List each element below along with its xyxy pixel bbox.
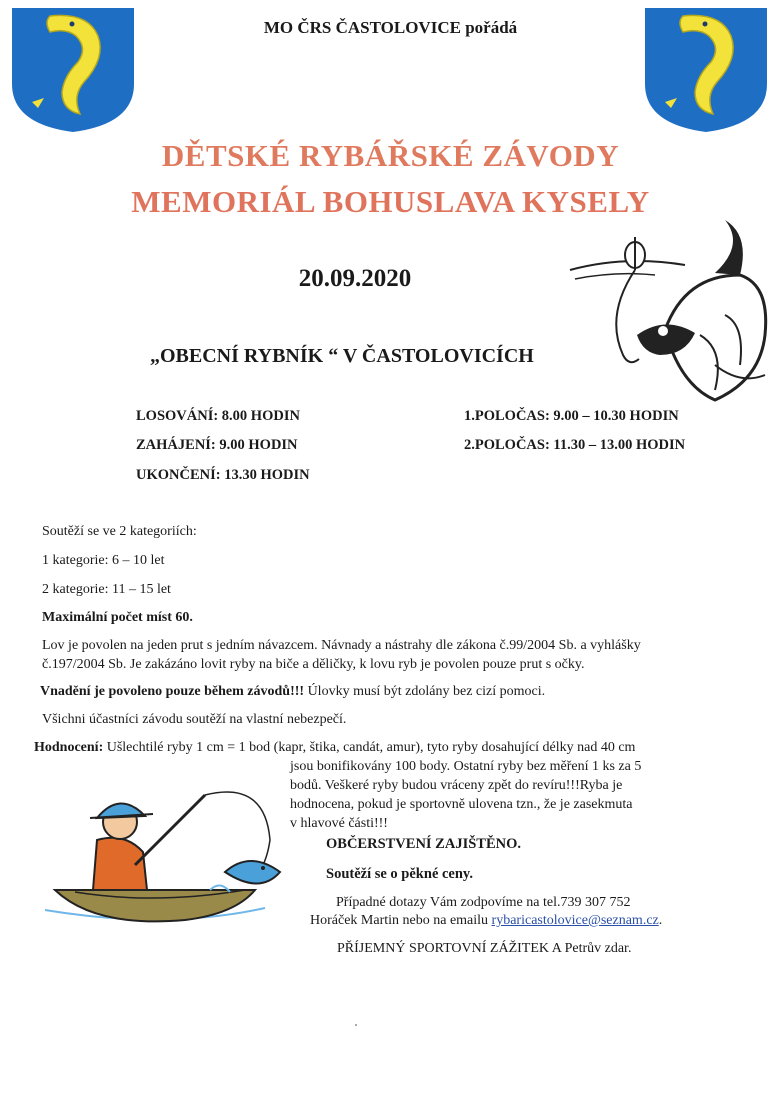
schedule-start: ZAHÁJENÍ: 9.00 HODIN xyxy=(136,437,298,453)
bait-rule-rest: Úlovky musí být zdolány bez cizí pomoci. xyxy=(304,684,546,699)
risk-note: Všichni účastníci závodu soutěží na vlastní nebezpečí. xyxy=(42,712,347,727)
event-title: DĚTSKÉ RYBÁŘSKÉ ZÁVODY xyxy=(161,138,620,173)
contact-line-1: Případné dotazy Vám zodpovíme na tel.739 307 752 xyxy=(336,895,631,910)
scoring-label: Hodnocení: xyxy=(34,740,104,755)
scoring-line-4: hodnocena, pokud je sportovně ulovena tzn., že je zasekmuta xyxy=(290,797,633,812)
jumping-fish-illustration xyxy=(565,215,775,405)
scoring-continuation xyxy=(290,757,710,833)
scoring-line-3: bodů. Veškeré ryby budou vráceny zpět do revíru!!!Ryba je xyxy=(290,778,623,793)
category-2: 2 kategorie: 11 – 15 let xyxy=(42,582,171,597)
categories-intro: Soutěží se ve 2 kategoriích: xyxy=(42,524,197,539)
scoring-line-1 xyxy=(34,738,754,758)
contact-line-2 xyxy=(310,913,662,929)
boy-fishing-illustration xyxy=(35,780,295,930)
bait-rule xyxy=(40,682,730,702)
rules-line-2: č.197/2004 Sb. Je zakázáno lovit ryby na biče a děličky, k lovu ryb je povolen pouze prut s očky. xyxy=(42,657,585,672)
scoring-line-5: v hlavové části!!! xyxy=(290,816,388,831)
max-places: Maximální počet míst 60. xyxy=(42,610,193,625)
category-1: 1 kategorie: 6 – 10 let xyxy=(42,553,165,568)
prizes-note: Soutěží se o pěkné ceny. xyxy=(326,866,474,882)
event-subtitle: MEMORIÁL BOHUSLAVA KYSELY xyxy=(131,184,650,219)
rules-line-1: Lov je povolen na jeden prut s jedním návazcem. Návnady a nástrahy dle zákona č.99/2004 Sb. a vyhlášky xyxy=(42,638,641,653)
contact-line-2-prefix: Horáček Martin nebo na emailu xyxy=(310,913,492,928)
schedule-draw: LOSOVÁNÍ: 8.00 HODIN xyxy=(136,408,300,424)
schedule-end: UKONČENÍ: 13.30 HODIN xyxy=(136,467,310,483)
stray-dot xyxy=(355,1024,357,1026)
bait-rule-bold: Vnadění je povoleno pouze během závodů!!! xyxy=(40,684,305,699)
scoring-line-2: jsou bonifikovány 100 body. Ostatní ryby bez měření 1 ks za 5 xyxy=(290,759,642,774)
schedule-half2: 2.POLOČAS: 11.30 – 13.00 HODIN xyxy=(464,437,686,453)
schedule-half1: 1.POLOČAS: 9.00 – 10.30 HODIN xyxy=(464,408,679,424)
scoring-text-1: Ušlechtilé ryby 1 cm = 1 bod (kapr, štika, candát, amur), tyto ryby dosahující délky nad 40 cm xyxy=(103,740,636,755)
event-venue: „OBECNÍ RYBNÍK “ V ČASTOLOVICÍCH xyxy=(150,345,534,367)
closing-line: PŘÍJEMNÝ SPORTOVNÍ ZÁŽITEK A Petrův zdar. xyxy=(337,941,632,956)
event-date: 20.09.2020 xyxy=(298,265,412,292)
contact-line-2-suffix: . xyxy=(658,913,663,928)
contact-email-link[interactable]: rybaricastolovice@seznam.cz xyxy=(491,913,659,928)
refreshments-note: OBČERSTVENÍ ZAJIŠTĚNO. xyxy=(326,836,521,852)
organizer-line: MO ČRS ČASTOLOVICE pořádá xyxy=(263,18,518,37)
